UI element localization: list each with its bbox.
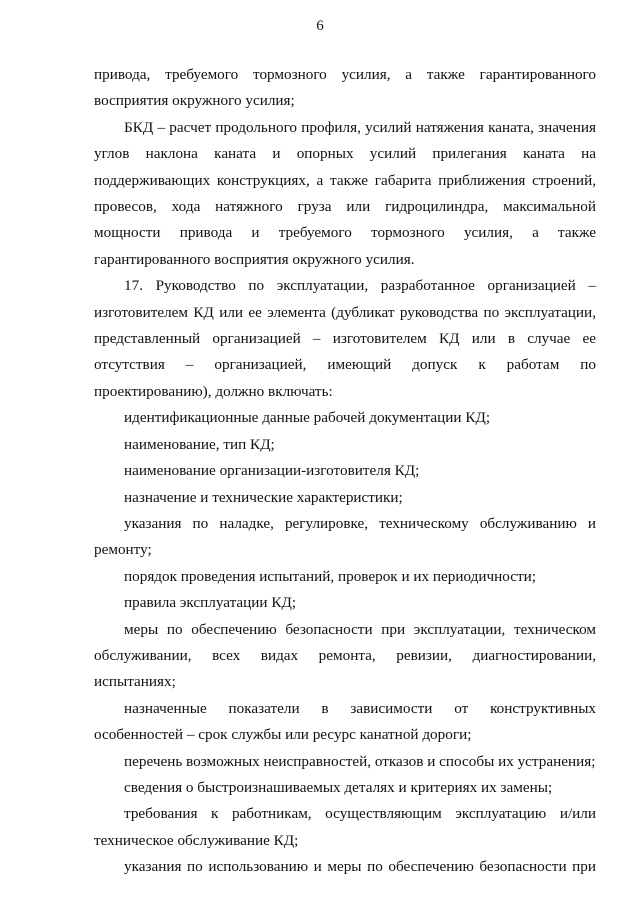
paragraph: указания по использованию и меры по обеспечению безопасности при — [124, 858, 596, 876]
paragraph: наименование организации-изготовителя КД; — [124, 462, 420, 480]
paragraph: меры по обеспечению безопасности при эксплуатации, техническом обслуживании, всех видах ремонта, ревизии, диагностировании, испытаниях; — [94, 620, 596, 691]
paragraph: наименование, тип КД; — [124, 435, 275, 453]
paragraph: идентификационные данные рабочей документации КД; — [124, 409, 491, 427]
paragraph: привода, требуемого тормозного усилия, а также гарантированного восприятия окружного усилия; — [94, 66, 596, 110]
paragraph: 17. Руководство по эксплуатации, разработанное организацией – изготовителем КД или ее элемента (дубликат руководства по эксплуатации, представленный организацией – изготовителем КД или в случае ее отсутствия – организацией, имеющий допуск к работам по проектированию), должно включать: — [94, 277, 596, 400]
paragraph: порядок проведения испытаний, проверок и их периодичности; — [124, 567, 536, 585]
paragraph: правила эксплуатации КД; — [124, 594, 297, 612]
paragraph: требования к работникам, осуществляющим эксплуатацию и/или техническое обслуживание КД; — [94, 805, 596, 849]
paragraph: указания по наладке, регулировке, техническому обслуживанию и ремонту; — [94, 514, 596, 559]
page-number: 6 — [316, 18, 324, 34]
paragraph: БКД – расчет продольного профиля, усилий натяжения каната, значения углов наклона каната и опорных усилий прилегания каната на поддерживающих конструкциях, а также габарита приближения строений, провесов, хода натяжного груза или гидроцилиндра, максимальной мощности привода и требуемого тормозного усилия, а также гарантированного восприятия окружного усилия. — [94, 118, 596, 268]
paragraph: сведения о быстроизнашиваемых деталях и критериях их замены; — [124, 778, 553, 796]
document-body — [94, 62, 596, 881]
paragraph: назначенные показатели в зависимости от конструктивных особенностей – срок службы или ресурс канатной дороги; — [94, 699, 596, 744]
paragraph: перечень возможных неисправностей, отказов и способы их устранения; — [124, 752, 596, 770]
paragraph: назначение и технические характеристики; — [124, 488, 403, 506]
